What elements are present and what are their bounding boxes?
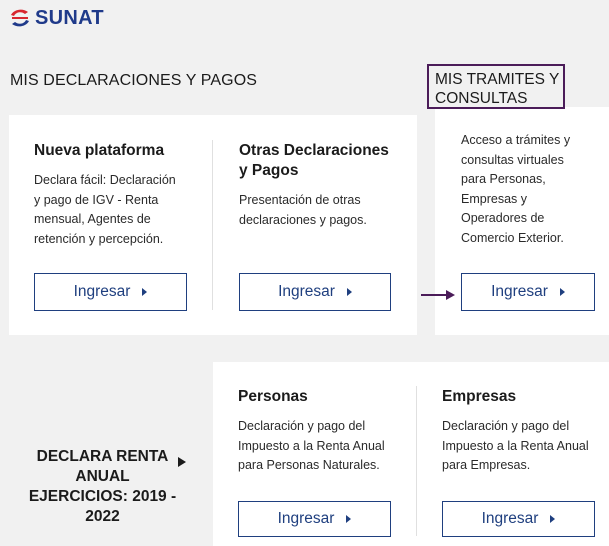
chevron-right-icon [142,288,147,296]
card-divider [416,386,417,536]
card-desc-personas: Declaración y pago del Impuesto a la Renta Anual para Personas Naturales. [238,419,385,472]
chevron-right-icon [347,288,352,296]
section-title-tramites: MIS TRAMITES Y CONSULTAS [427,64,565,109]
card-desc-otras-declaraciones: Presentación de otras declaraciones y pagos. [239,193,367,227]
chevron-right-icon [550,515,555,523]
ingresar-button-tramites[interactable]: Ingresar [461,273,595,311]
sunat-logo[interactable] [8,4,104,32]
ingresar-button-personas[interactable]: Ingresar [238,501,391,537]
ingresar-button-nueva-plataforma[interactable]: Ingresar [34,273,187,311]
play-arrow-icon [178,457,186,467]
chevron-right-icon [346,515,351,523]
card-title-personas: Personas [238,388,308,405]
chevron-right-icon [560,288,565,296]
card-title-empresas: Empresas [442,388,517,405]
ingresar-button-otras-declaraciones[interactable]: Ingresar [239,273,391,311]
card-desc-nueva-plataforma: Declara fácil: Declaración y pago de IGV - Renta mensual, Agentes de retención y percepción. [34,173,176,246]
declara-renta-heading[interactable]: DECLARA RENTA ANUAL EJERCICIOS: 2019 - 2022 [28,448,177,525]
card-desc-empresas: Declaración y pago del Impuesto a la Renta Anual para Empresas. [442,419,589,472]
ingresar-button-empresas[interactable]: Ingresar [442,501,595,537]
arrow-right-icon [420,288,456,302]
card-desc-tramites: Acceso a trámites y consultas virtuales para Personas, Empresas y Operadores de Comercio Exterior. [461,133,571,245]
card-title-otras-declaraciones: Otras Declaraciones y Pagos [239,142,389,179]
card-divider [212,140,213,310]
card-title-nueva-plataforma: Nueva plataforma [34,142,165,159]
section-title-declaraciones: MIS DECLARACIONES Y PAGOS [10,72,258,89]
sunat-logo-icon [8,6,32,30]
logo-text: SUNAT [35,6,104,29]
